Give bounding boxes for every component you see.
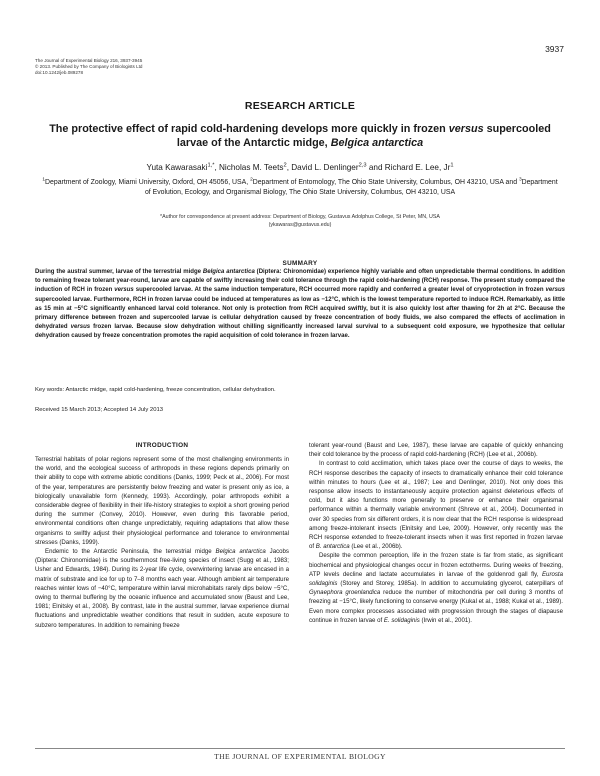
affiliations: $^1$Department of Zoology, Miami University, Oxford, OH 45056, USA, $^2$Department of Entomology, The Ohio State University, Columbus, OH 43210, USA and $^3$Department of Evolution, Ecology, and Organismal Biology, The Ohio State University, Columbus, OH 43210, USA: [42, 177, 558, 196]
paragraph: In contrast to cold acclimation, which takes place over the course of days to weeks, the RCH response describes the capacity of insects to dramatically enhance their cold tolerance within minutes to hours (Lee et al., 1987; Lee and Denlinger, 2010). Not only does this response allow insects to instantaneously acquire protection against deleterious effects of cold, but it also functions more generally to preserve or enhance their organismal performance within a thermally variable environment (Shreve et al., 2004). Documented in over 30 species from six different orders, it is now clear that the RCH response is widespread among freeze-intolerant insects (Elnitsky and Lee, 2009). However, only recently was the RCH response extended to freeze-tolerant insects when it was first reported in frozen larvae of B. antarctica (Lee et al., 2006b).: [309, 460, 563, 551]
author-list: Yuta Kawarasaki$^{1,*}$, Nicholas M. Teets$^2$, David L. Denlinger$^{2,3}$ and Richard E. Lee, Jr$^1$: [146, 162, 454, 172]
paragraph: Endemic to the Antarctic Peninsula, the terrestrial midge Belgica antarctica Jacobs (Diptera: Chironomidae) is the southernmost free-living species of insect (Sugg et al., 1983; Usher and Edwards, 1984). During its 2-year life cycle, overwintering larvae are encased in a matrix of substrate and ice for up to 7–8 months each year. Although ambient air temperature reaches winter lows of −40°C, temperature within larval microhabitats rarely dips below −5°C, owing to thermal buffering by the oceanic influence and accumulated snow (Baust and Lee, 1981; Elnitsky et al., 2008). By contrast, late in the austral summer, larvae experience diurnal fluctuations and unpredictable weather conditions that result in sudden, acute exposure to subzero temperatures. In addition to remaining freeze: [35, 548, 289, 629]
journal-citation-line: The Journal of Experimental Biology 216, 3937-3945: [35, 58, 143, 63]
doi-line: doi:10.1242/jeb.089278: [35, 70, 84, 75]
body-column-right: [309, 441, 563, 625]
journal-footer: THE JOURNAL OF EXPERIMENTAL BIOLOGY: [214, 752, 386, 761]
introduction-heading: INTRODUCTION: [135, 442, 189, 449]
summary-heading: SUMMARY: [282, 260, 318, 267]
correspondence-note: *Author for correspondence at present address: Department of Biology, Gustavus Adolphus College, St Peter, MN, USA (ykawaras@gustavus.edu): [40, 214, 560, 229]
copyright-line: © 2013. Published by The Company of Biologists Ltd: [35, 64, 143, 69]
summary-abstract: During the austral summer, larvae of the terrestrial midge Belgica antarctica (Diptera: Chironomidae) experience highly variable and often unpredictable thermal conditions. In addition to remaining freeze tolerant year-round, larvae are capable of swiftly increasing their cold tolerance through the rapid cold-hardening (RCH) response. The present study compared the induction of RCH in frozen versus supercooled larvae. At the same induction temperature, RCH occurred more rapidly and conferred a greater level of cryoprotection in frozen versus supercooled larvae. Furthermore, RCH in frozen larvae could be induced at temperatures as low as −12°C, which is the lowest temperature reported to induce RCH. Remarkably, as little as 15 min at −5°C significantly enhanced larval cold tolerance. Not only is protection from RCH acquired swiftly, but it is also quickly lost after thawing for 2h at 2°C. Because the primary difference between frozen and supercooled larvae is cellular dehydration caused by freeze concentration of body fluids, we also compared the effects of acclimation in dehydrated versus frozen larvae. Because slow dehydration without chilling significantly increased larval survival to a subsequent cold exposure, we hypothesize that cellular dehydration caused by freeze concentration promotes the rapid acquisition of cold tolerance in frozen larvae.: [35, 269, 565, 340]
received-dates: Received 15 March 2013; Accepted 14 July 2013: [35, 407, 164, 413]
keywords: Key words: Antarctic midge, rapid cold-hardening, freeze concentration, cellular dehydration.: [35, 387, 276, 393]
article-type: RESEARCH ARTICLE: [244, 100, 356, 112]
correspondence-email[interactable]: (ykawaras@gustavus.edu): [268, 221, 332, 228]
page-number: 3937: [545, 44, 564, 54]
article-title: The protective effect of rapid cold-hardening develops more quickly in frozen versus supercooled larvae of the Antarctic midge, Belgica antarctica: [49, 123, 551, 149]
paragraph: Terrestrial habitats of polar regions represent some of the most challenging environments in the world, and the ecological success of arthropods in these regions depends primarily on their ability to cope with extreme abiotic conditions (Danks, 1999; Peck et al., 2006). For most of the year, temperatures are persistently below freezing and water is present only as ice, a biologically unavailable form (Kennedy, 1993). Accordingly, polar arthropods exhibit a considerable degree of flexibility in their life-history strategies to exploit a short growing period during the summer (Convey, 2010). However, even during this favorable period, environmental conditions often change unpredictably, requiring adaptations that allow these organisms to swiftly adjust their physiological performance and tolerance to environmental stresses (Danks, 1999).: [35, 456, 289, 546]
paragraph: Despite the common perception, life in the frozen state is far from static, as significant biochemical and physiological changes occur in frozen ectotherms. During weeks of freezing, ATP levels decline and lactate accumulates in larvae of the goldenrod gall fly, Eurosta solidaginis (Storey and Storey, 1985a). In addition to accumulating glycerol, caterpillars of Gynaephora groenlandica reduce the number of mitochondria per cell during 3 months of freezing at −15°C, likely functioning to conserve energy (Kukal et al., 1988; Kukal et al., 1989). Even more complex processes associated with progression through the stages of diapause continue in frozen larvae of E. solidaginis (Irwin et al., 2001).: [309, 552, 563, 624]
body-column-left: [35, 455, 289, 630]
journal-citation: [35, 58, 143, 76]
paragraph: tolerant year-round (Baust and Lee, 1987), these larvae are capable of quickly enhancing their cold tolerance by the process of rapid cold-hardening (RCH) (Lee et al., 2006b).: [309, 442, 563, 459]
footer-divider: [35, 748, 565, 749]
